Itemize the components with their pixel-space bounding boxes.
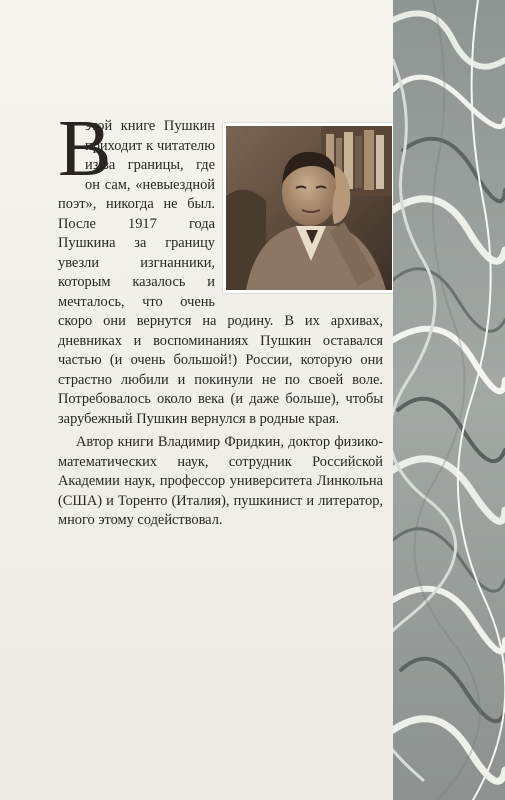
- marble-pattern: [393, 0, 505, 800]
- annotation-text: [58, 105, 383, 531]
- marbled-paper-strip: [393, 0, 505, 800]
- dropcap-letter: В: [58, 105, 112, 193]
- author-photo: [223, 123, 395, 293]
- paragraph-2: Автор книги Владимир Фридкин, доктор физико-математических наук, сотрудник Российской Академии наук, профессор университета Линкольна (США) и Торенто (Италия), пушкинист и литератор, много этому содействовал.: [58, 434, 383, 528]
- paragraph-1-text: этой книге Пушкин приходит к читателю из-за границы, где он сам, «невыездной поэт», никогда не был. После 1917 года Пушкина за границу увезли изгнанники, которым казалось и мечталось, что очень скоро они вернутся на родину. В их архивах, дневниках и воспоминаниях Пушкин оставался частью (и очень большой!) России, которую они страстно любили и покинули не по своей воле. Потребовалось около века (и даже больше), чтобы зарубежный Пушкин вернулся в родные края.: [58, 118, 383, 427]
- author-portrait-image: [226, 126, 392, 290]
